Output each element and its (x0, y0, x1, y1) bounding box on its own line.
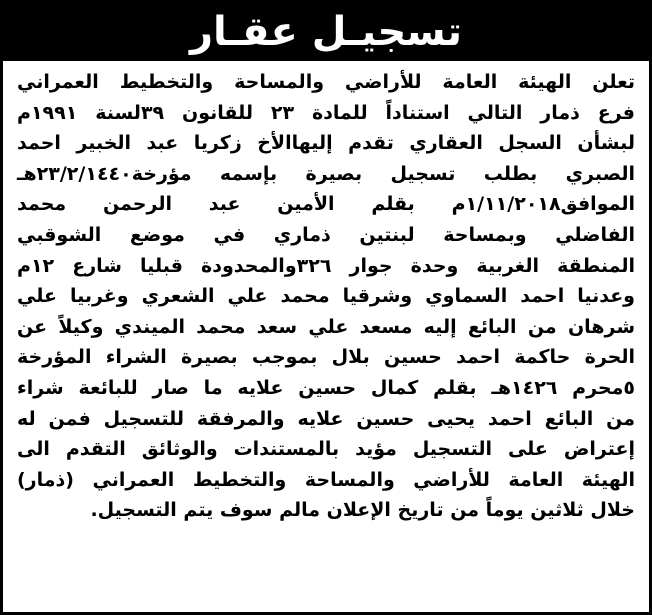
notice-line: المنطقة الغربية وحدة جوار ٣٢٦والمحدودة قبليا شارع ١٢م (17, 254, 635, 277)
notice-line: وعدنيا احمد السماوي وشرقيا محمد علي الشعري وغربيا علي (17, 285, 635, 308)
notice-header (3, 3, 649, 61)
notice-line: تعلن الهيئة العامة للأراضي والمساحة والتخطيط العمراني (17, 71, 635, 93)
notice-title: تسجيـل عقـار (189, 9, 462, 55)
notice-line: الهيئة العامة للأراضي والمساحة والتخطيط العمراني (ذمار) (17, 468, 635, 491)
notice-line: خلال ثلاثين يوماً من تاريخ الإعلان مالم سوف يتم التسجيل. (90, 499, 635, 522)
notice-line: من البائع احمد يحيى حسين علايه والمرفقة للتسجيل فمن له (17, 407, 635, 430)
notice-line: فرع ذمار التالي استناداً للمادة ٢٣ للقانون ٣٩لسنة ١٩٩١م (17, 101, 635, 124)
notice-line: إعتراض على التسجيل مؤيد بالمستندات والوثائق التقدم الى (17, 438, 635, 461)
notice-line: شرهان من البائع إليه مسعد علي سعد محمد الميندي وكيلاً عن (17, 315, 635, 338)
notice-line: الصبري بطلب تسجيل بصيرة بإسمه مؤرخة٢٣/٢/١٤٤٠هـ (17, 162, 635, 185)
notice-line: الحرة حاكمة احمد حسين بلال بموجب بصيرة الشراء المؤرخة (17, 346, 635, 369)
notice-line: لبشأن السجل العقاري تقدم إليهاالأخ زكريا عبد الخبير احمد (17, 132, 635, 155)
notice-line: الفاضلي وبمساحة لبنتين ذماري في موضع الشوقبي (17, 223, 635, 246)
notice-body (17, 67, 635, 526)
notice-line: ٥محرم ١٤٢٦هـ بقلم كمال حسين علايه ما صار للبائعة شراء (17, 376, 635, 399)
notice-line: الموافق١/١١/٢٠١٨م بقلم الأمين عبد الرحمن محمد (17, 193, 635, 216)
